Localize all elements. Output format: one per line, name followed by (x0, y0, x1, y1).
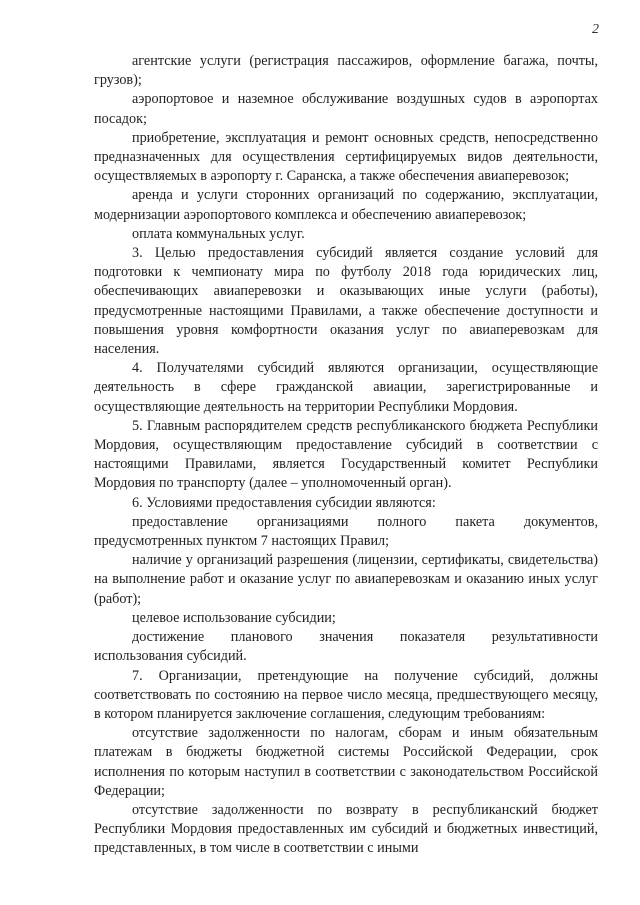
paragraph-permits: наличие у организаций разрешения (лицензии, сертификаты, свидетельства) на выполнение работ и оказание услуг по авиаперевозкам и оказанию иных услуг (работ); (94, 552, 598, 607)
paragraph-targeted-use: целевое использование субсидии; (132, 609, 336, 626)
paragraph-documents-package: предоставление организациями полного пакета документов, предусмотренных пунктом 7 настоящих Правил; (94, 513, 598, 550)
paragraph-clause-5: 5. Главным распорядителем средств республиканского бюджета Республики Мордовия, осуществляющим предоставление субсидий в соответствии с настоящими Правилами, является Государственный комитет Республики Мордовия по транспорту (далее – уполномоченный орган). (94, 417, 598, 492)
paragraph-utilities: оплата коммунальных услуг. (132, 225, 305, 242)
paragraph-clause-6: 6. Условиями предоставления субсидии являются: (132, 494, 436, 511)
paragraph-clause-4: 4. Получателями субсидий являются организации, осуществляющие деятельность в сфере гражданской авиации, зарегистрированные и осуществляющие деятельность на территории Республики Мордовия. (94, 360, 598, 415)
paragraph-fixed-assets: приобретение, эксплуатация и ремонт основных средств, непосредственно предназначенных для осуществления сертифицируемых видов деятельности, осуществляемых в аэропорту г. Саранска, а также обеспечения авиаперевозок; (94, 129, 598, 185)
paragraph-clause-7: 7. Организации, претендующие на получение субсидий, должны соответствовать по состоянию на первое число месяца, предшествующего месяцу, в котором планируется заключение соглашения, следующим требованиям: (94, 667, 598, 722)
page-number: 2 (592, 22, 599, 37)
paragraph-no-tax-debt: отсутствие задолженности по налогам, сборам и иным обязательным платежам в бюджеты бюджетной системы Российской Федерации, срок исполнения по которым наступил в соответствии с законодательством Российской Федерации; (94, 725, 598, 799)
paragraph-agent-services: агентские услуги (регистрация пассажиров, оформление багажа, почты, грузов); (94, 53, 598, 89)
paragraph-clause-3: 3. Целью предоставления субсидий является создание условий для подготовки к чемпионату мира по футболу 2018 года юридических лиц, обеспечивающих авиаперевозки и оказывающих иные услуги (работы), предусмотренные настоящими Правилами, а также обеспечение доступности и повышения уровня комфортности оказания услуг по авиаперевозкам для населения. (94, 245, 598, 358)
paragraph-no-budget-debt: отсутствие задолженности по возврату в республиканский бюджет Республики Мордовия предоставленных им субсидий и бюджетных инвестиций, представленных, в том числе в соответствии с иными (94, 801, 598, 857)
paragraph-performance-target: достижение планового значения показателя результативности использования субсидий. (94, 629, 598, 665)
paragraph-lease-services: аренда и услуги сторонних организаций по содержанию, эксплуатации, модернизации аэропортового комплекса и обеспечению авиаперевозок; (94, 187, 598, 223)
paragraph-airport-ground-service: аэропортовое и наземное обслуживание воздушных судов в аэропортах посадок; (94, 91, 598, 127)
document-body (94, 52, 598, 859)
